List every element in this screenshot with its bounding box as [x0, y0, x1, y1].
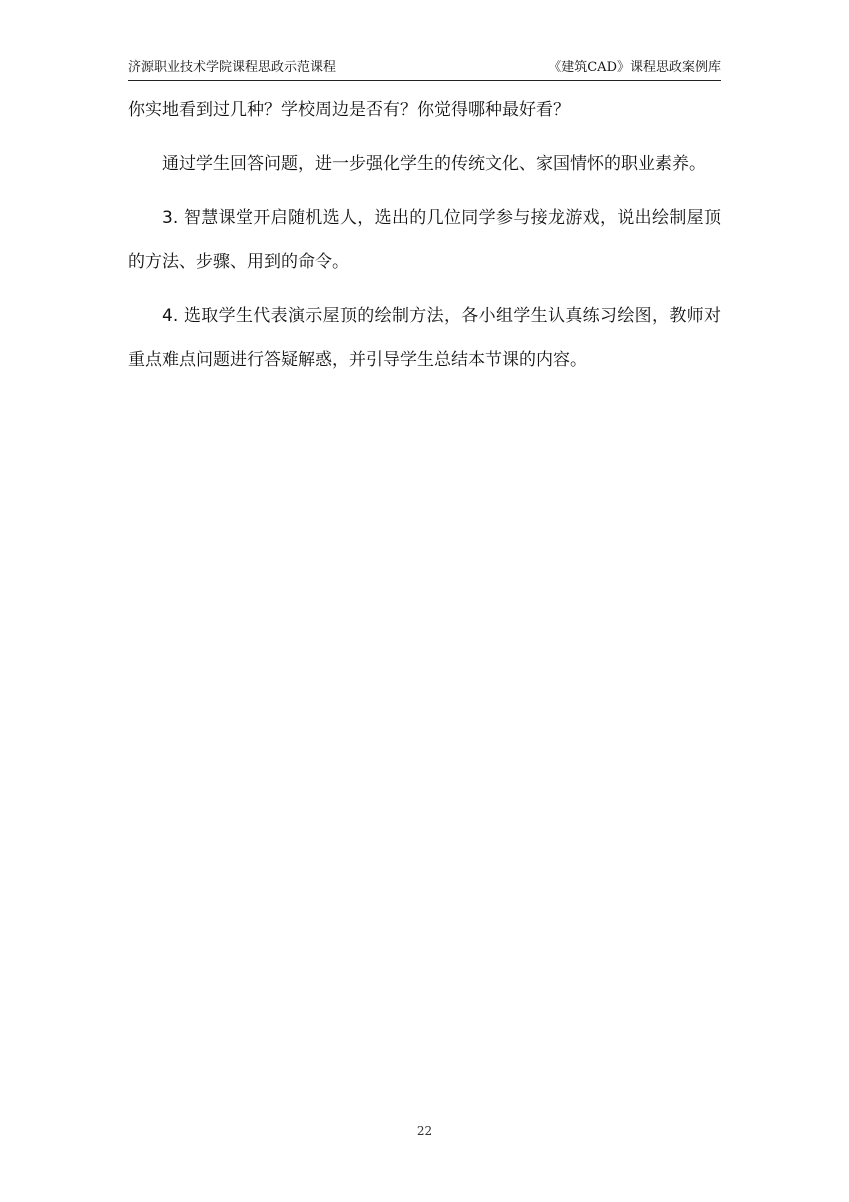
paragraph-question-continuation: 你实地看到过几种？学校周边是否有？你觉得哪种最好看？ [128, 100, 570, 120]
paragraph-cultural-literacy: 通过学生回答问题，进一步强化学生的传统文化、家国情怀的职业素养。 [162, 154, 706, 174]
page-number: 22 [416, 1124, 433, 1138]
header-course-title: 《建筑CAD》课程思政案例库 [548, 60, 721, 75]
paragraph-step-3: 3. 智慧课堂开启随机选人，选出的几位同学参与接龙游戏，说出绘制屋顶的方法、步骤、用到的命令。 [128, 208, 721, 272]
document-body [128, 88, 721, 392]
header-school-title: 济源职业技术学院课程思政示范课程 [128, 60, 337, 75]
page-header [128, 58, 721, 81]
paragraph-step-4: 4. 选取学生代表演示屋顶的绘制方法，各小组学生认真练习绘图，教师对重点难点问题进行答疑解惑，并引导学生总结本节课的内容。 [128, 306, 721, 370]
